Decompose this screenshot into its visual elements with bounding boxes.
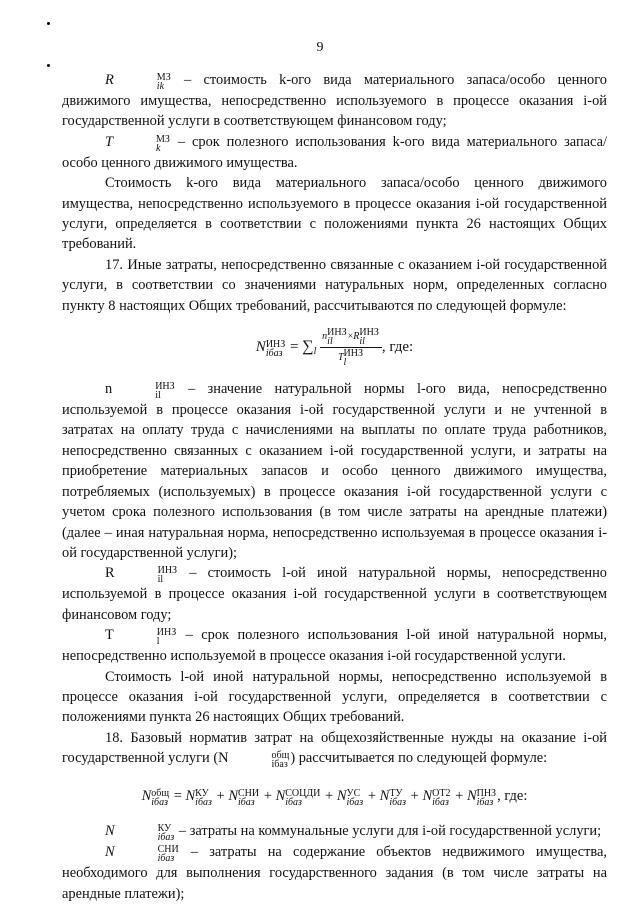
- formula-general: N общ iбаз = N КУ iбаз + N СНИ iбаз + N СОЦДИ iбаз + N УС iбаз + N ТУ iбаз + N ОТ2 iбаз + N ПНЗ iбаз , где:: [141, 788, 528, 809]
- paragraph-18: 18. Базовый норматив затрат на общехозяйственные нужды на оказание i-ой государственной услуги (N общ iбаз ) рассчитывается по следующей формуле:: [62, 729, 607, 771]
- paragraph-cost-inz: Стоимость l-ой иной натуральной нормы, непосредственно используемой в процессе оказания i-ой государственной услуги, определяется в соответствии с положениями пункта 26 настоящих Общих требований.: [62, 668, 607, 726]
- definition-n-ku: N КУ iбаз – затраты на коммунальные услуги для i-ой государственной услуги;: [105, 823, 602, 844]
- formula-fraction: n ИНЗ il ×R ИНЗ il T ИНЗ l: [320, 328, 382, 367]
- scan-dot: [47, 64, 50, 67]
- definition-n-sni: N СНИ iбаз – затраты на содержание объектов недвижимого имущества, необходимого для выполнения государственного задания (в том числе затраты на арендные платежи);: [62, 844, 607, 902]
- paragraph-17: 17. Иные затраты, непосредственно связанные с оказанием i-ой государственной услуги, в соответствии со значениями натуральных норм, определенных согласно пункту 8 настоящих Общих требований, рассчитываются по следующей формуле:: [62, 256, 607, 314]
- page-number: 9: [316, 40, 324, 55]
- definition-r-mz: R МЗ ik – стоимость k-ого вида материального запаса/особо ценного движимого имущества, непосредственно используемого в процессе оказания i-ой государственной услуги в соответствующем финансовом году;: [62, 72, 607, 130]
- definition-t-inz: T ИНЗ l – срок полезного использования l-ой иной натуральной нормы, непосредственно используемой в процессе оказания i-ой государственной услуги.: [62, 627, 607, 665]
- scan-dot: [47, 22, 50, 25]
- document-body: [62, 70, 607, 904]
- definition-t-mz: T МЗ k – срок полезного использования k-ого вида материального запаса/особо ценного движимого имущества.: [62, 133, 607, 171]
- paragraph-cost-mz: Стоимость k-ого вида материального запаса/особо ценного движимого имущества, непосредственно используемого в процессе оказания i-ой государственной услуги, определяется в соответствии с положениями пункта 26 настоящих Общих требований.: [62, 175, 607, 253]
- definition-n-inz: n ИНЗ il – значение натуральной нормы l-ого вида, непосредственно используемой в процессе оказания i-ой государственной услуги и не учтенной в затратах на оплату труда с начислениями на выплаты по оплате труда работников, непосредственно связанных с оказанием i-ой государственной услуги, и затраты на приобретение материальных запасов и особо ценного движимого имущества, потребляемых (используемых) в процессе оказания i-ой государственной услуги с учетом срока полезного использования (в том числе затраты на арендные платежи) (далее – иная натуральная норма, непосредственно используемая в процессе оказания i-ой государственной услуги);: [62, 381, 607, 561]
- definition-r-inz: R ИНЗ il – стоимость l-ой иной натуральной нормы, непосредственно используемой в процессе оказания i-ой государственной услуги в соответствующем финансовом году;: [62, 565, 607, 623]
- formula-inz: N ИНЗ iбаз = $\sum_l$ n ИНЗ il ×R ИНЗ il T ИНЗ l , где:: [255, 327, 414, 369]
